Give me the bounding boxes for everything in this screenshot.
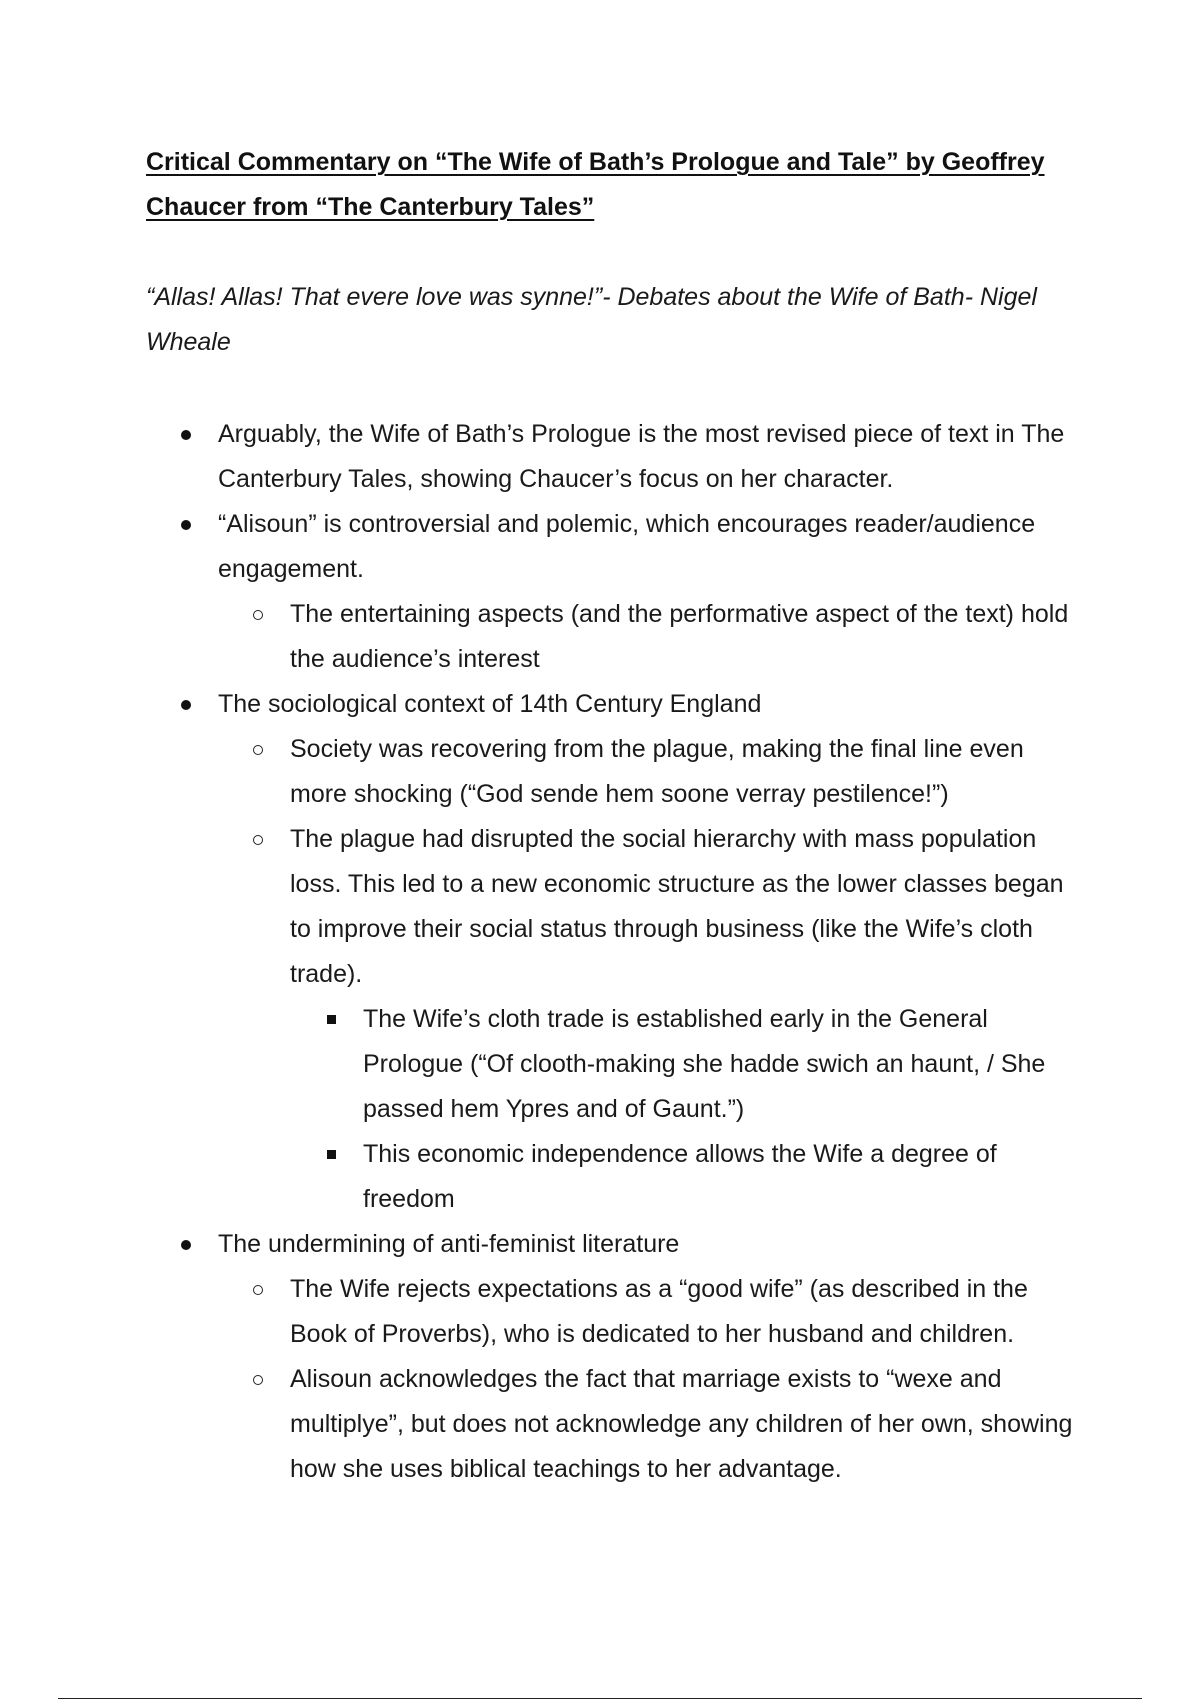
bullet-disc-icon bbox=[176, 412, 196, 457]
list-item-text: The Wife rejects expectations as a “good wife” (as described in the Book of Proverbs), who is dedicated to her husband and children. bbox=[290, 1275, 1028, 1348]
document-title: Critical Commentary on “The Wife of Bath’s Prologue and Tale” by Geoffrey Chaucer from “The Canterbury Tales” bbox=[146, 148, 1045, 221]
bullet-circle-icon bbox=[248, 1357, 268, 1402]
bullet-disc-icon bbox=[176, 1222, 196, 1267]
list-item-text: The entertaining aspects (and the performative aspect of the text) hold the audience’s interest bbox=[290, 600, 1069, 673]
list-item-text: Arguably, the Wife of Bath’s Prologue is the most revised piece of text in The Canterbury Tales, showing Chaucer’s focus on her character. bbox=[218, 420, 1065, 493]
list-item bbox=[146, 682, 1076, 727]
bullet-circle-icon bbox=[248, 1267, 268, 1312]
bullet-disc-icon bbox=[176, 682, 196, 727]
list-item-text: “Alisoun” is controversial and polemic, which encourages reader/audience engagement. bbox=[218, 510, 1036, 583]
list-item bbox=[146, 727, 1076, 817]
bullet-circle-icon bbox=[248, 817, 268, 862]
list-item bbox=[146, 412, 1076, 502]
list-item-text: The undermining of anti-feminist literature bbox=[218, 1230, 680, 1258]
list-item bbox=[146, 817, 1076, 997]
list-item bbox=[146, 1222, 1076, 1267]
list-item-text: Society was recovering from the plague, making the final line even more shocking (“God sende hem soone verray pestilence!”) bbox=[290, 735, 1024, 808]
list-item-text: The plague had disrupted the social hierarchy with mass population loss. This led to a new economic structure as the lower classes began to improve their social status through business (like the Wife’s cloth trade). bbox=[290, 825, 1064, 988]
list-item bbox=[146, 502, 1076, 592]
list-item bbox=[146, 1357, 1076, 1492]
list-item-text: The Wife’s cloth trade is established early in the General Prologue (“Of clooth-making she hadde swich an haunt, / She passed hem Ypres and of Gaunt.”) bbox=[363, 1005, 1046, 1123]
list-item bbox=[146, 1267, 1076, 1357]
commentary-list bbox=[146, 412, 1076, 1492]
list-item bbox=[146, 997, 1076, 1132]
list-item-text: The sociological context of 14th Century England bbox=[218, 690, 762, 718]
list-item bbox=[146, 592, 1076, 682]
list-item-text: Alisoun acknowledges the fact that marriage exists to “wexe and multiplye”, but does not acknowledge any children of her own, showing how she uses biblical teachings to her advantage. bbox=[290, 1365, 1073, 1483]
list-item bbox=[146, 1132, 1076, 1222]
document-subtitle: “Allas! Allas! That evere love was synne!”- Debates about the Wife of Bath- Nigel Wheale bbox=[146, 283, 1037, 356]
bullet-square-icon bbox=[321, 1132, 341, 1177]
document-page bbox=[146, 140, 1076, 1492]
list-item-text: This economic independence allows the Wife a degree of freedom bbox=[363, 1140, 997, 1213]
page-divider bbox=[58, 1698, 1142, 1699]
bullet-disc-icon bbox=[176, 502, 196, 547]
bullet-circle-icon bbox=[248, 727, 268, 772]
bullet-circle-icon bbox=[248, 592, 268, 637]
bullet-square-icon bbox=[321, 997, 341, 1042]
